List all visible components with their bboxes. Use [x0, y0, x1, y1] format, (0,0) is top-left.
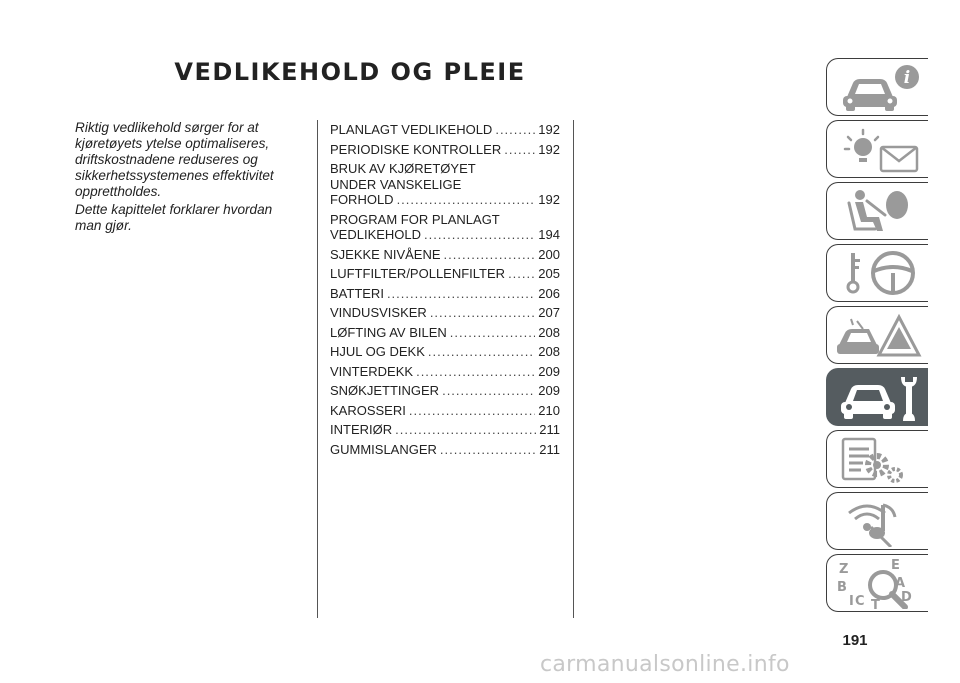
- toc-entry-label: GUMMISLANGER: [330, 441, 437, 457]
- toc-entry-label: INTERIØR: [330, 422, 393, 437]
- toc-entry-label: LUFTFILTER/POLLENFILTER: [330, 266, 506, 281]
- toc-entry[interactable]: [330, 305, 560, 321]
- svg-text:i: i: [903, 68, 911, 88]
- toc-entry[interactable]: [330, 266, 560, 282]
- toc-page-number: 205: [538, 266, 560, 281]
- table-of-contents: [330, 122, 560, 461]
- toc-page-number: 210: [538, 402, 560, 418]
- index-letter: E: [891, 559, 900, 573]
- toc-entry-label: PERIODISKE KONTROLLER: [330, 141, 502, 157]
- chapter-tab-key-steering-wheel[interactable]: [826, 244, 928, 302]
- toc-entry[interactable]: [330, 325, 560, 341]
- toc-entry-label: UNDER VANSKELIGE: [330, 176, 462, 192]
- toc-entry[interactable]: [330, 344, 560, 360]
- car-info-icon: [833, 63, 923, 113]
- toc-page-number: 200: [538, 246, 560, 262]
- toc-entry-label: HJUL OG DEKK: [330, 344, 425, 359]
- chapter-tab-car-wrench[interactable]: [826, 368, 928, 426]
- toc-page-number: 206: [538, 285, 560, 301]
- toc-page-number: 209: [538, 363, 560, 379]
- toc-entry[interactable]: [330, 403, 560, 419]
- toc-entry-label: KAROSSERI: [330, 402, 406, 418]
- toc-entry-label: VINDUSVISKER: [330, 305, 427, 320]
- chapter-tabs: [826, 58, 928, 616]
- chapter-tab-index-search[interactable]: [826, 554, 928, 612]
- multimedia-note-icon: [833, 497, 923, 547]
- toc-page-number: 208: [538, 344, 560, 359]
- index-letter: D: [901, 590, 912, 605]
- toc-entry-label: FORHOLD: [330, 192, 394, 207]
- column-divider: [317, 120, 318, 618]
- toc-entry-label: PLANLAGT VEDLIKEHOLD: [330, 122, 493, 137]
- toc-entry[interactable]: [330, 161, 560, 208]
- toc-entry-label: VEDLIKEHOLD: [330, 227, 422, 242]
- chapter-tab-multimedia-note[interactable]: [826, 492, 928, 550]
- toc-leader-dots: [504, 142, 535, 158]
- toc-entry-label: SJEKKE NIVÅENE: [330, 246, 441, 262]
- toc-entry[interactable]: [330, 383, 560, 399]
- intro-paragraph: Dette kapittelet forklarer hvordan man gjør.: [75, 202, 273, 233]
- toc-entry[interactable]: [330, 122, 560, 138]
- toc-entry[interactable]: [330, 364, 560, 380]
- watermark: carmanualsonline.info: [540, 652, 790, 677]
- seat-airbag-icon: [833, 187, 923, 237]
- toc-entry[interactable]: [330, 142, 560, 158]
- toc-page-number: 192: [538, 122, 560, 137]
- toc-entry[interactable]: [330, 286, 560, 302]
- toc-page-number: 208: [538, 324, 560, 340]
- toc-page-number: 207: [538, 305, 560, 320]
- toc-page-number: 192: [538, 192, 560, 207]
- key-steering-wheel-icon: [833, 249, 923, 299]
- car-wrench-icon: [833, 373, 923, 423]
- breakdown-warning-icon: [833, 311, 923, 361]
- chapter-tab-warning-lights-message[interactable]: [826, 120, 928, 178]
- index-letter: A: [895, 576, 906, 591]
- page-number: 191: [842, 632, 868, 649]
- chapter-tab-seat-airbag[interactable]: [826, 182, 928, 240]
- toc-page-number: 192: [538, 141, 560, 157]
- toc-page-number: 209: [538, 383, 560, 398]
- index-letter: I: [849, 594, 854, 609]
- column-divider: [573, 120, 574, 618]
- toc-leader-dots: [440, 442, 536, 458]
- toc-leader-dots: [395, 422, 536, 438]
- toc-entry-label: VINTERDEKK: [330, 363, 414, 379]
- toc-page-number: 211: [539, 441, 560, 457]
- index-letter: T: [871, 598, 880, 609]
- toc-entry[interactable]: [330, 247, 560, 263]
- toc-leader-dots: [409, 403, 535, 419]
- toc-leader-dots: [450, 325, 536, 341]
- toc-entry-label: SNØKJETTINGER: [330, 383, 440, 398]
- chapter-intro: [75, 120, 300, 236]
- index-letter: C: [855, 594, 865, 609]
- specs-gear-icon: [833, 435, 923, 485]
- toc-leader-dots: [397, 192, 536, 208]
- toc-leader-dots: [495, 122, 535, 138]
- toc-entry[interactable]: [330, 442, 560, 458]
- chapter-tab-specs-gear[interactable]: [826, 430, 928, 488]
- toc-leader-dots: [424, 227, 535, 243]
- toc-page-number: 211: [539, 422, 560, 437]
- index-search-icon: [833, 559, 923, 609]
- page-title: VEDLIKEHOLD OG PLEIE: [174, 58, 526, 86]
- toc-leader-dots: [442, 383, 535, 399]
- toc-entry-label: BRUK AV KJØRETØYET: [330, 161, 476, 176]
- toc-page-number: 194: [538, 227, 560, 242]
- toc-leader-dots: [444, 247, 536, 263]
- toc-leader-dots: [430, 305, 535, 321]
- index-letter: Z: [839, 562, 849, 577]
- chapter-tab-breakdown-warning[interactable]: [826, 306, 928, 364]
- toc-entry-label: LØFTING AV BILEN: [330, 324, 447, 340]
- toc-leader-dots: [416, 364, 535, 380]
- toc-entry[interactable]: [330, 422, 560, 438]
- index-letter: B: [837, 580, 847, 595]
- toc-leader-dots: [428, 344, 535, 360]
- intro-paragraph: Riktig vedlikehold sørger for at kjøretøyets ytelse optimaliseres, driftskostnadene reduseres og sikkerhetssystemenes effektivitet opprettholdes.: [75, 120, 274, 199]
- toc-leader-dots: [387, 286, 535, 302]
- chapter-tab-car-info[interactable]: [826, 58, 928, 116]
- toc-leader-dots: [508, 266, 535, 282]
- toc-entry[interactable]: [330, 212, 560, 243]
- toc-entry-label: PROGRAM FOR PLANLAGT: [330, 211, 500, 227]
- toc-entry-label: BATTERI: [330, 285, 384, 301]
- warning-lights-message-icon: [833, 125, 923, 175]
